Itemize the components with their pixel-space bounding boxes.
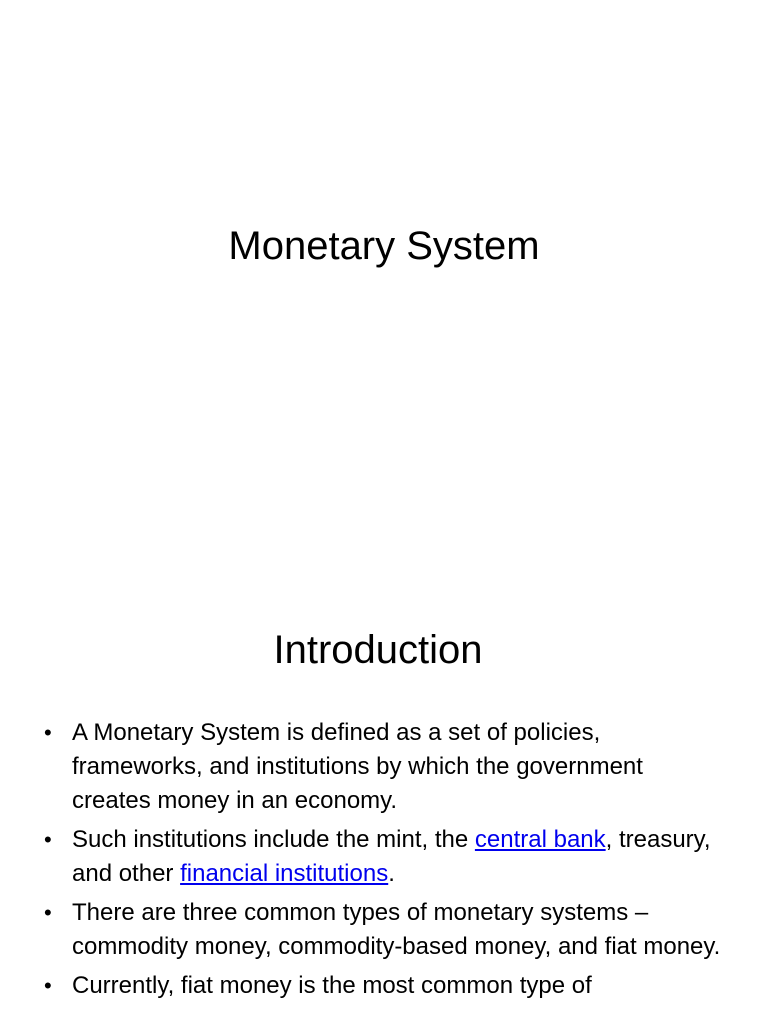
bullet-dot-icon: • [44, 827, 52, 852]
section-title: Introduction [273, 628, 483, 672]
financial-institutions-link[interactable]: financial institutions [180, 860, 389, 887]
bullet-dot-icon: • [44, 900, 52, 925]
bullet-item-fiat [44, 969, 724, 1003]
bullet-text: Currently, fiat money is the most common type of [72, 972, 592, 999]
bullet-item-definition [44, 716, 724, 818]
bullet-item-institutions [44, 823, 724, 891]
central-bank-link[interactable]: central bank [474, 826, 606, 853]
bullet-text: There are three common types of monetary systems – commodity money, commodity-based money, and fiat money. [72, 899, 721, 960]
bullet-text-part: Such institutions include the mint, the [72, 826, 475, 853]
bullet-list [44, 716, 724, 1008]
bullet-text-part: . [388, 860, 395, 887]
bullet-item-types [44, 896, 724, 964]
bullet-text-part: , treasury, and other [72, 826, 711, 887]
bullet-dot-icon: • [44, 720, 52, 745]
bullet-text: A Monetary System is defined as a set of policies, frameworks, and institutions by which the government creates money in an economy. [72, 719, 643, 814]
slide-title: Monetary System [228, 224, 540, 268]
bullet-dot-icon: • [44, 973, 52, 998]
